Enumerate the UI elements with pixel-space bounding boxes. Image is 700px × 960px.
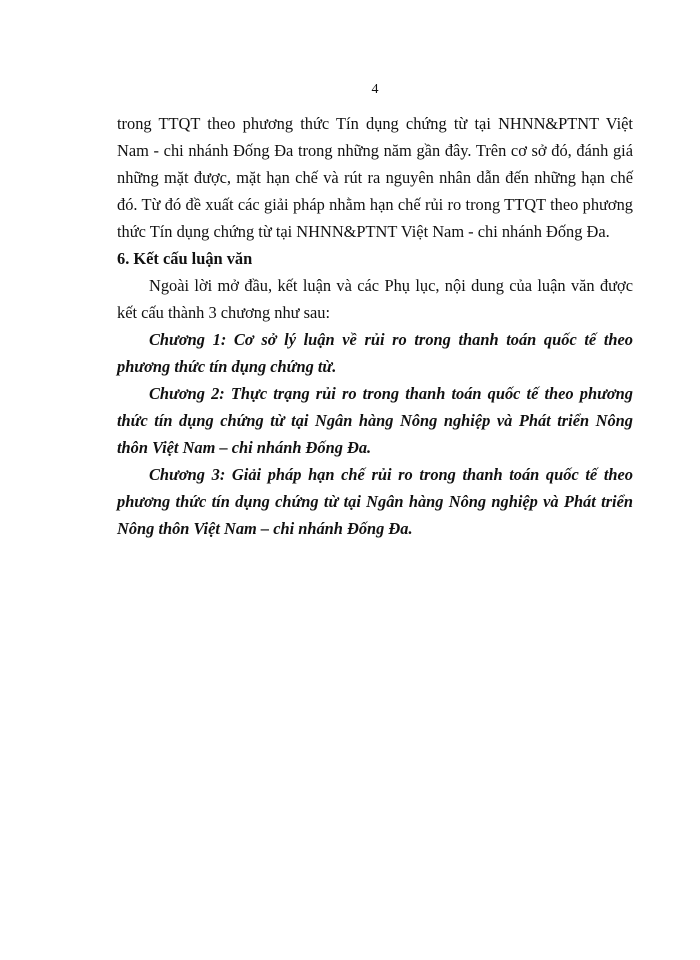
section-heading: 6. Kết cấu luận văn	[117, 249, 253, 268]
page-body	[117, 110, 633, 542]
structure-paragraph: Ngoài lời mở đầu, kết luận và các Phụ lục, nội dung của luận văn được kết cấu thành 3 chương như sau:	[117, 276, 633, 322]
chapter-1-entry: Chương 1: Cơ sở lý luận về rủi ro trong thanh toán quốc tế theo phương thức tín dụng chứng từ.	[117, 330, 633, 376]
chapter-3-entry: Chương 3: Giải pháp hạn chế rủi ro trong thanh toán quốc tế theo phương thức tín dụng chứng từ tại Ngân hàng Nông nghiệp và Phát triển Nông thôn Việt Nam – chi nhánh Đống Đa.	[117, 465, 633, 538]
intro-paragraph: trong TTQT theo phương thức Tín dụng chứng từ tại NHNN&PTNT Việt Nam - chi nhánh Đống Đa trong những năm gần đây. Trên cơ sở đó, đánh giá những mặt được, mặt hạn chế và rút ra nguyên nhân dẫn đến những hạn chế đó. Từ đó đề xuất các giải pháp nhằm hạn chế rủi ro trong TTQT theo phương thức Tín dụng chứng từ tại NHNN&PTNT Việt Nam - chi nhánh Đống Đa.	[117, 114, 633, 241]
page-number: 4	[371, 82, 379, 97]
chapter-2-entry: Chương 2: Thực trạng rủi ro trong thanh toán quốc tế theo phương thức tín dụng chứng từ tại Ngân hàng Nông nghiệp và Phát triển Nông thôn Việt Nam – chi nhánh Đống Đa.	[117, 384, 633, 457]
